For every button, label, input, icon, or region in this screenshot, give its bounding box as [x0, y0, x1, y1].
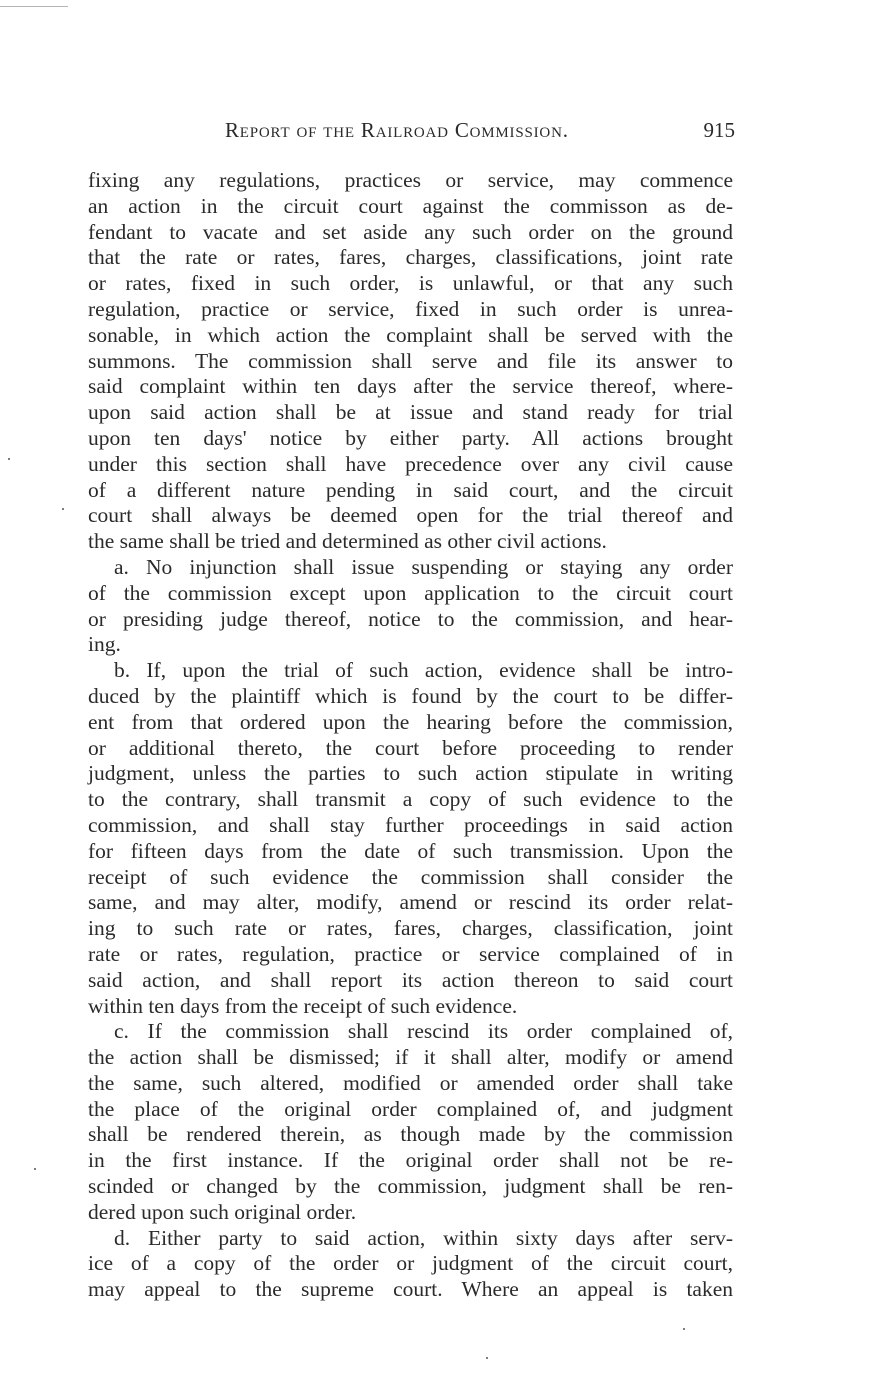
scan-speck: [34, 1168, 36, 1170]
text-line: the same, such altered, modified or amended order shall take: [88, 1070, 733, 1095]
text-line: of the commission except upon application to the circuit court: [88, 580, 733, 605]
top-edge-rule: [0, 6, 68, 7]
text-line: that the rate or rates, fares, charges, classifications, joint rate: [88, 245, 733, 270]
text-line: for fifteen days from the date of such transmission. Upon the: [88, 838, 733, 863]
text-line: may appeal to the supreme court. Where an appeal is taken: [88, 1277, 733, 1302]
text-line: shall be rendered therein, as though made by the commission: [88, 1122, 733, 1147]
text-line: sonable, in which action the complaint shall be served with the: [88, 322, 733, 347]
scan-speck: [62, 508, 64, 510]
text-line: or rates, fixed in such order, is unlawful, or that any such: [88, 271, 733, 296]
text-line: c. If the commission shall rescind its order complained of,: [114, 1019, 733, 1044]
text-line: summons. The commission shall serve and file its answer to: [88, 348, 733, 373]
text-line: to the contrary, shall transmit a copy of such evidence to the: [88, 787, 733, 812]
text-line: same, and may alter, modify, amend or rescind its order relat-: [88, 890, 733, 915]
body-text: [88, 168, 733, 1303]
text-line: rate or rates, regulation, practice or service complained of in: [88, 941, 733, 966]
text-line: or presiding judge thereof, notice to the commission, and hear-: [88, 606, 733, 631]
text-line: fendant to vacate and set aside any such order on the ground: [88, 219, 733, 244]
text-line: a. No injunction shall issue suspending or staying any order: [114, 554, 733, 579]
text-line: ent from that ordered upon the hearing before the commission,: [88, 709, 733, 734]
page-number: 915: [703, 118, 735, 142]
text-line: the same shall be tried and determined as other civil actions.: [88, 529, 607, 554]
text-line: under this section shall have precedence over any civil cause: [88, 451, 733, 476]
text-line: judgment, unless the parties to such action stipulate in writing: [88, 761, 733, 786]
text-line: in the first instance. If the original order shall not be re-: [88, 1148, 733, 1173]
text-line: ice of a copy of the order or judgment of the circuit court,: [88, 1251, 733, 1276]
text-line: scinded or changed by the commission, judgment shall be ren-: [88, 1174, 733, 1199]
text-line: the action shall be dismissed; if it shall alter, modify or amend: [88, 1045, 733, 1070]
text-line: court shall always be deemed open for the trial thereof and: [88, 503, 733, 528]
text-line: said action, and shall report its action thereon to said court: [88, 967, 733, 992]
text-line: of a different nature pending in said court, and the circuit: [88, 477, 733, 502]
text-line: or additional thereto, the court before proceeding to render: [88, 735, 733, 760]
text-line: an action in the circuit court against the commisson as de-: [88, 193, 733, 218]
text-line: duced by the plaintiff which is found by the court to be differ-: [88, 683, 733, 708]
text-line: b. If, upon the trial of such action, evidence shall be intro-: [114, 658, 733, 683]
text-line: commission, and shall stay further proceedings in said action: [88, 812, 733, 837]
text-line: fixing any regulations, practices or service, may commence: [88, 168, 733, 192]
page-header: [225, 118, 735, 143]
scan-speck: [683, 1328, 685, 1330]
text-line: the place of the original order complained of, and judgment: [88, 1096, 733, 1121]
running-title: Report of the Railroad Commission.: [225, 118, 569, 142]
text-line: regulation, practice or service, fixed in such order is unrea-: [88, 296, 733, 321]
scan-speck: [486, 1357, 488, 1359]
scan-speck: [8, 458, 10, 460]
text-line: said complaint within ten days after the service thereof, where-: [88, 374, 733, 399]
text-line: ing to such rate or rates, fares, charges, classification, joint: [88, 916, 733, 941]
text-line: receipt of such evidence the commission shall consider the: [88, 864, 733, 889]
text-line: within ten days from the receipt of such evidence.: [88, 993, 518, 1018]
text-line: d. Either party to said action, within sixty days after serv-: [114, 1225, 733, 1250]
text-line: dered upon such original order.: [88, 1199, 357, 1224]
text-line: upon said action shall be at issue and stand ready for trial: [88, 400, 733, 425]
text-line: upon ten days' notice by either party. All actions brought: [88, 425, 733, 450]
text-line: ing.: [88, 632, 121, 657]
